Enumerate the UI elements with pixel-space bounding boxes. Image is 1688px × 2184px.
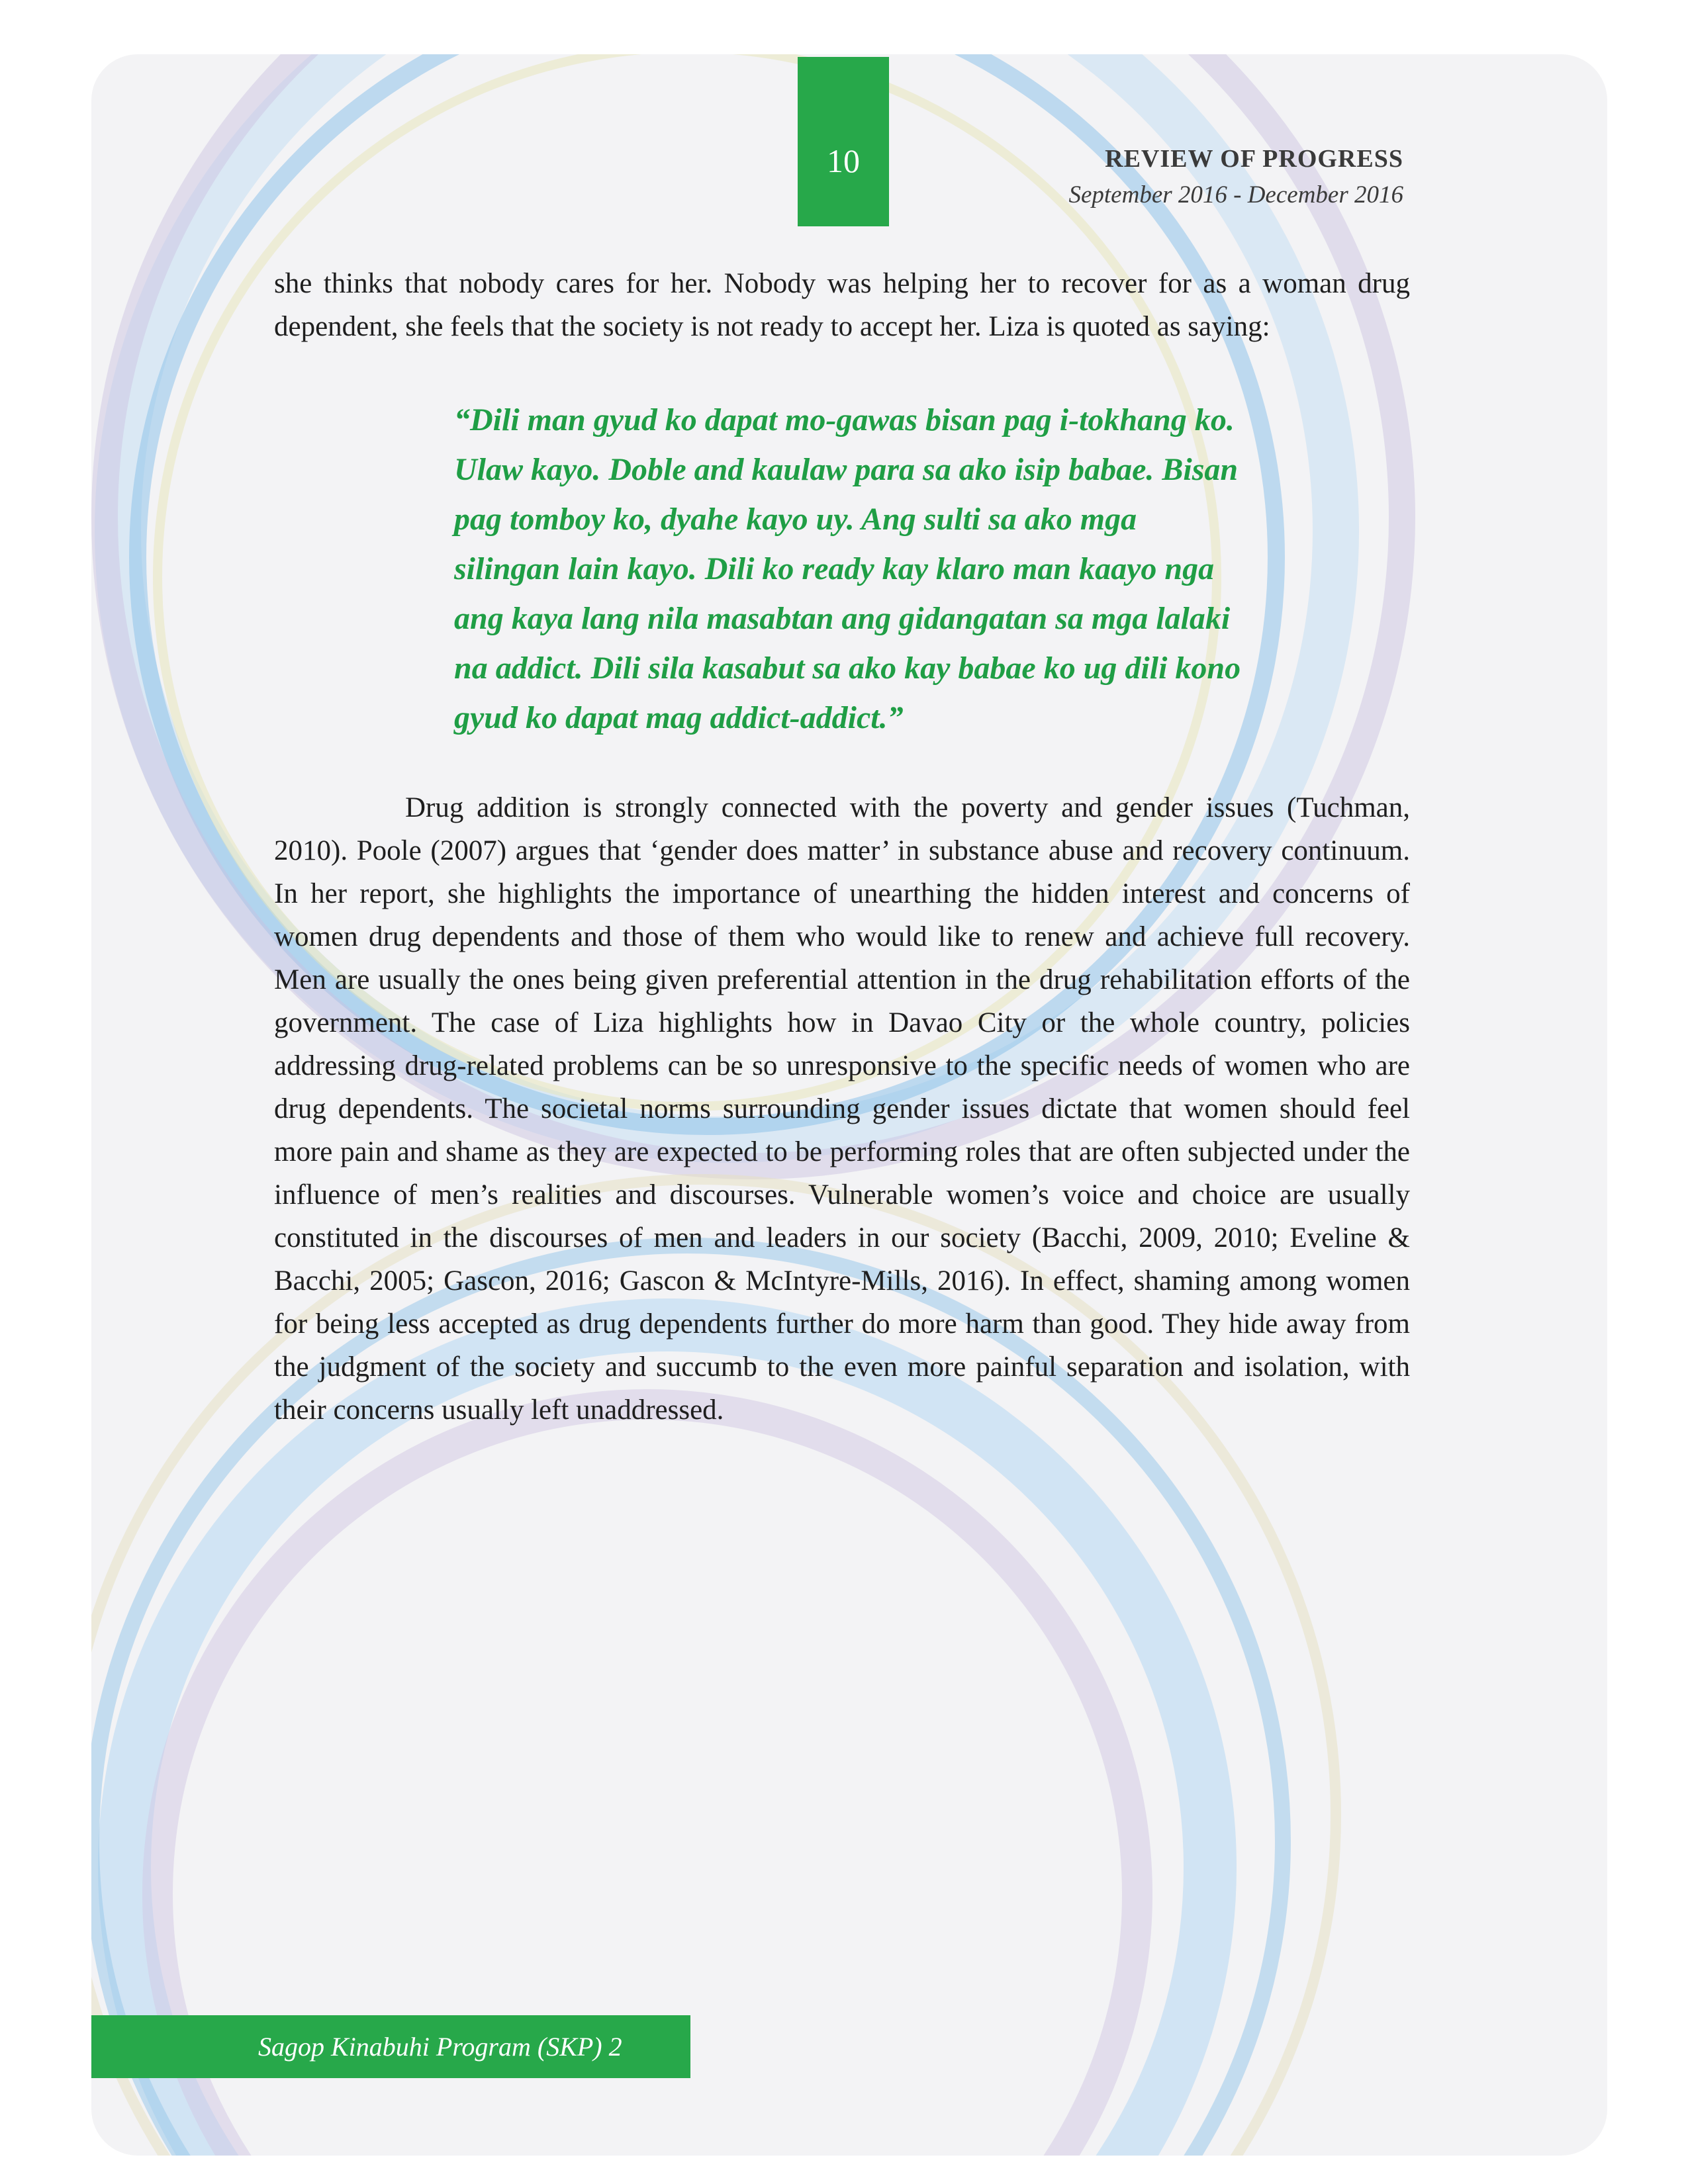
header-date-range: September 2016 - December 2016 — [1068, 181, 1403, 208]
footer-program-title: Sagop Kinabuhi Program (SKP) 2 — [258, 2032, 622, 2062]
body-paragraph-1: she thinks that nobody cares for her. Nobody was helping her to recover for as a woman drug dependent, she feels that the society is not ready to accept her. Liza is quoted as saying: — [274, 268, 1410, 342]
page-number: 10 — [827, 142, 860, 179]
block-quote: “Dili man gyud ko dapat mo-gawas bisan pag i-tokhang ko. Ulaw kayo. Doble and kaulaw para sa ako isip babae. Bisan pag tomboy ko, dyahe kayo uy. Ang sulti sa ako mga silingan lain kayo. Dili ko ready kay klaro man kaayo nga ang kaya lang nila masabtan ang gidangatan sa mga lalaki na addict. Dili sila kasabut sa ako kay babae ko ug dili kono gyud ko dapat mag addict-addict.” — [454, 402, 1241, 735]
header-title: REVIEW OF PROGRESS — [1105, 145, 1403, 173]
body-paragraph-2: Drug addition is strongly connected with the poverty and gender issues (Tuchman, 2010). Poole (2007) argues that ‘gender does matter’ in substance abuse and recovery continuum. In her report, she highlights the importance of unearthing the hidden interest and concerns of women drug dependents and those of them who would like to renew and achieve full recovery. Men are usually the ones being given preferential attention in the drug rehabilitation efforts of the government. The case of Liza highlights how in Davao City or the whole country, policies addressing drug-related problems can be so unresponsive to the specific needs of women who are drug dependents. The societal norms surrounding gender issues dictate that women should feel more pain and shame as they are expected to be performing roles that are often subjected under the influence of men’s realities and discourses. Vulnerable women’s voice and choice are usually constituted in the discourses of men and leaders in our society (Bacchi, 2009, 2010; Eveline & Bacchi, 2005; Gascon, 2016; Gascon & McIntyre-Mills, 2016). In effect, shaming among women for being less accepted as drug dependents further do more harm than good. They hide away from the judgment of the society and succumb to the even more painful separation and isolation, with their concerns usually left unaddressed. — [274, 792, 1410, 1426]
